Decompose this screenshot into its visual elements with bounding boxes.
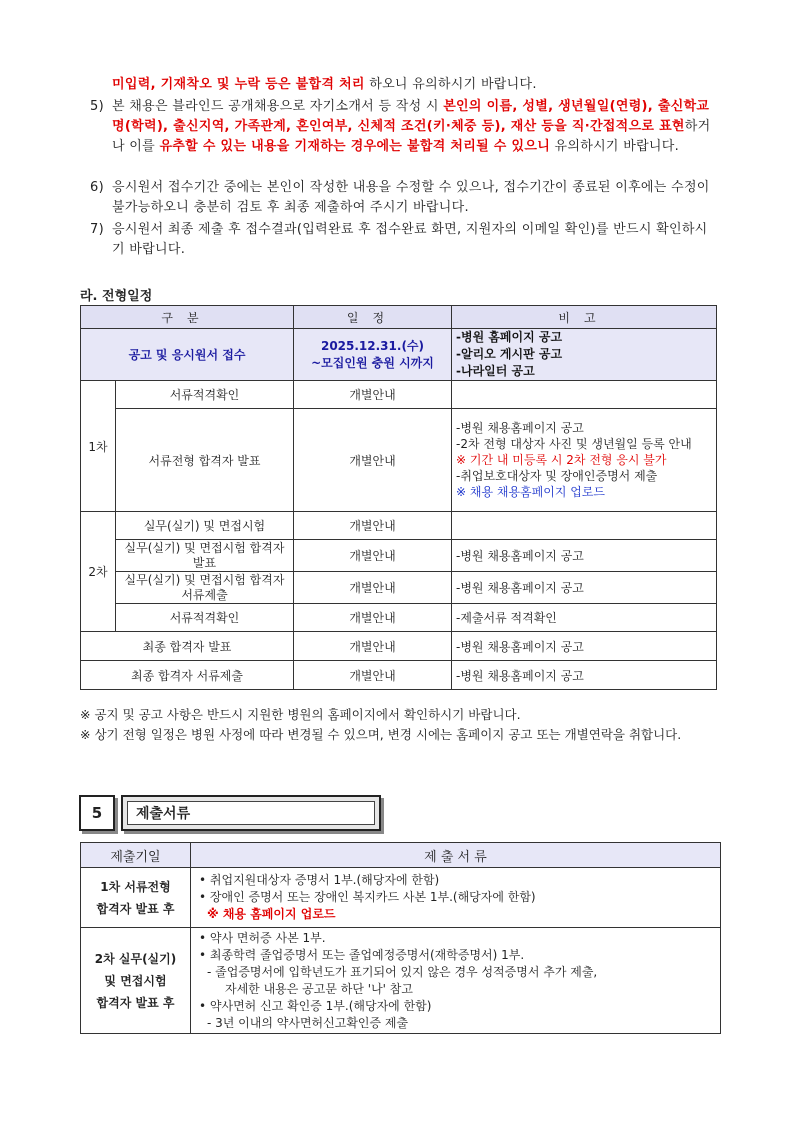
header-documents: 제 출 서 류 <box>191 843 721 868</box>
stage-item: 서류전형 합격자 발표 <box>116 409 294 512</box>
notice-line <box>112 75 537 95</box>
item-7-text: 응시원서 최종 제출 후 접수결과(입력완료 후 접수완료 화면, 지원자의 이메일 확인)를 반드시 확인하시기 바랍니다. <box>112 222 708 257</box>
table-row <box>81 329 717 381</box>
doc-line: 자세한 내용은 공고문 하단 '나' 참고 <box>225 981 413 996</box>
item-number: 5) <box>90 99 104 114</box>
item-5-red-2: 유추할 수 있는 내용을 기재하는 경우에는 불합격 처리될 수 있으니 <box>159 139 551 154</box>
schedule-title: 라. 전형일정 <box>80 289 153 304</box>
deadline-cell <box>81 928 191 1034</box>
doc-line: • 약사 면허증 사본 1부. <box>199 930 326 945</box>
stage-item: 실무(실기) 및 면접시험 <box>116 512 294 540</box>
table-row <box>81 512 717 540</box>
stage-item: 실무(실기) 및 면접시험 합격자 발표 <box>116 540 294 572</box>
note-line: -2차 전형 대상자 사진 및 생년월일 등록 안내 <box>456 437 692 451</box>
announce-date-2: ~모집인원 충원 시까지 <box>311 355 434 370</box>
doc-line: - 3년 이내의 약사면허신고확인증 제출 <box>207 1015 409 1030</box>
deadline-line: 합격자 발표 후 <box>96 901 175 916</box>
header-deadline: 제출기일 <box>81 843 191 868</box>
item-5-text: 본 채용은 블라인드 공개채용으로 자기소개서 등 작성 시 <box>112 99 444 114</box>
footnote: ※ 상기 전형 일정은 병원 사정에 따라 변경될 수 있으며, 변경 시에는 홈페이지 공고 또는 개별연락을 취합니다. <box>80 727 682 742</box>
stage-note <box>452 409 717 512</box>
stage-date: 개별안내 <box>294 604 452 632</box>
stage-item: 서류적격확인 <box>116 604 294 632</box>
table-row <box>81 632 717 661</box>
announce-date-1: 2025.12.31.(수) <box>320 338 425 353</box>
announce-notes <box>452 329 717 381</box>
stage-note: -병원 채용홈페이지 공고 <box>452 572 717 604</box>
doc-line: • 약사면허 신고 확인증 1부.(해당자에 한함) <box>199 998 432 1013</box>
deadline-line: 1차 서류전형 <box>100 879 171 894</box>
table-header-row <box>81 843 721 868</box>
item-number: 6) <box>90 180 104 195</box>
note-line: -나라일터 공고 <box>456 364 535 378</box>
notice-rest: 하오니 유의하시기 바랍니다. <box>364 77 537 92</box>
final-note: -병원 채용홈페이지 공고 <box>452 661 717 690</box>
final-date: 개별안내 <box>294 661 452 690</box>
item-5-text-2: 하거나 이를 <box>112 119 711 154</box>
deadline-line: 및 면접시험 <box>104 973 167 988</box>
final-item: 최종 합격자 발표 <box>81 632 294 661</box>
table-row <box>81 928 721 1034</box>
note-line: -알리오 게시판 공고 <box>456 347 563 361</box>
item-6-text: 응시원서 접수기간 중에는 본인이 작성한 내용을 수정할 수 있으나, 접수기간이 종료된 이후에는 수정이 불가능하오니 충분히 검토 후 최종 제출하여 주시기 바랍니다. <box>112 180 710 215</box>
table-header-row <box>81 306 717 329</box>
stage-item: 서류적격확인 <box>116 381 294 409</box>
documents-table <box>80 842 721 1034</box>
table-row <box>81 540 717 572</box>
stage-date: 개별안내 <box>294 381 452 409</box>
table-row <box>81 572 717 604</box>
final-item: 최종 합격자 서류제출 <box>81 661 294 690</box>
stage-note: -제출서류 적격확인 <box>452 604 717 632</box>
doc-line-red: ※ 채용 홈페이지 업로드 <box>207 907 336 921</box>
section-title: 제출서류 <box>127 801 375 825</box>
doc-line: • 취업지원대상자 증명서 1부.(해당자에 한함) <box>199 873 440 887</box>
table-row <box>81 661 717 690</box>
documents-cell <box>191 928 721 1034</box>
stage-note <box>452 512 717 540</box>
item-5-text-3: 유의하시기 바랍니다. <box>550 139 680 154</box>
section-title-bar <box>121 795 381 831</box>
doc-line: • 최종학력 졸업증명서 또는 졸업예정증명서(재학증명서) 1부. <box>199 947 525 962</box>
doc-line: - 졸업증명서에 입학년도가 표기되어 있지 않은 경우 성적증명서 추가 제출, <box>207 964 598 979</box>
section-number: 5 <box>79 795 115 831</box>
item-number: 7) <box>90 222 104 237</box>
item-5-red: 본인의 이름, 성별, 생년월일(연령), 출신학교명(학력), 출신지역, 가족관계, 혼인여부, 신체적 조건(키·체중 등), 재산 등을 직·간접적으로 표현 <box>112 99 710 134</box>
item-7 <box>90 220 720 260</box>
stage-2-label: 2차 <box>81 512 116 632</box>
stage-item: 실무(실기) 및 면접시험 합격자 서류제출 <box>116 572 294 604</box>
note-line-blue: ※ 채용 채용홈페이지 업로드 <box>456 485 606 499</box>
item-5 <box>90 97 720 157</box>
table-row <box>81 604 717 632</box>
doc-line: • 장애인 증명서 또는 장애인 복지카드 사본 1부.(해당자에 한함) <box>199 890 536 904</box>
announce-date <box>294 329 452 381</box>
stage-date: 개별안내 <box>294 540 452 572</box>
table-row <box>81 409 717 512</box>
documents-cell <box>191 868 721 928</box>
footnote: ※ 공지 및 공고 사항은 반드시 지원한 병원의 홈페이지에서 확인하시기 바랍니다. <box>80 707 521 722</box>
note-line-red: ※ 기간 내 미등록 시 2차 전형 응시 불가 <box>456 453 667 467</box>
stage-date: 개별안내 <box>294 512 452 540</box>
warning-text: 미입력, 기재착오 및 누락 등은 불합격 처리 <box>112 77 365 92</box>
announce-label: 공고 및 응시원서 접수 <box>81 329 294 381</box>
final-note: -병원 채용홈페이지 공고 <box>452 632 717 661</box>
stage-note <box>452 381 717 409</box>
schedule-table <box>80 305 717 690</box>
header-note: 비고 <box>452 306 717 329</box>
table-row <box>81 381 717 409</box>
stage-1-label: 1차 <box>81 381 116 512</box>
table-row <box>81 868 721 928</box>
stage-date: 개별안내 <box>294 572 452 604</box>
note-line: -병원 홈페이지 공고 <box>456 330 563 344</box>
deadline-cell <box>81 868 191 928</box>
stage-date: 개별안내 <box>294 409 452 512</box>
header-category: 구분 <box>81 306 294 329</box>
stage-note: -병원 채용홈페이지 공고 <box>452 540 717 572</box>
item-6 <box>90 178 720 218</box>
note-line: -취업보호대상자 및 장애인증명서 제출 <box>456 469 658 483</box>
deadline-line: 2차 실무(실기) <box>94 951 177 966</box>
footnotes <box>80 705 720 745</box>
header-date: 일정 <box>294 306 452 329</box>
final-date: 개별안내 <box>294 632 452 661</box>
deadline-line: 합격자 발표 후 <box>96 995 175 1010</box>
note-line: -병원 채용홈페이지 공고 <box>456 421 584 435</box>
